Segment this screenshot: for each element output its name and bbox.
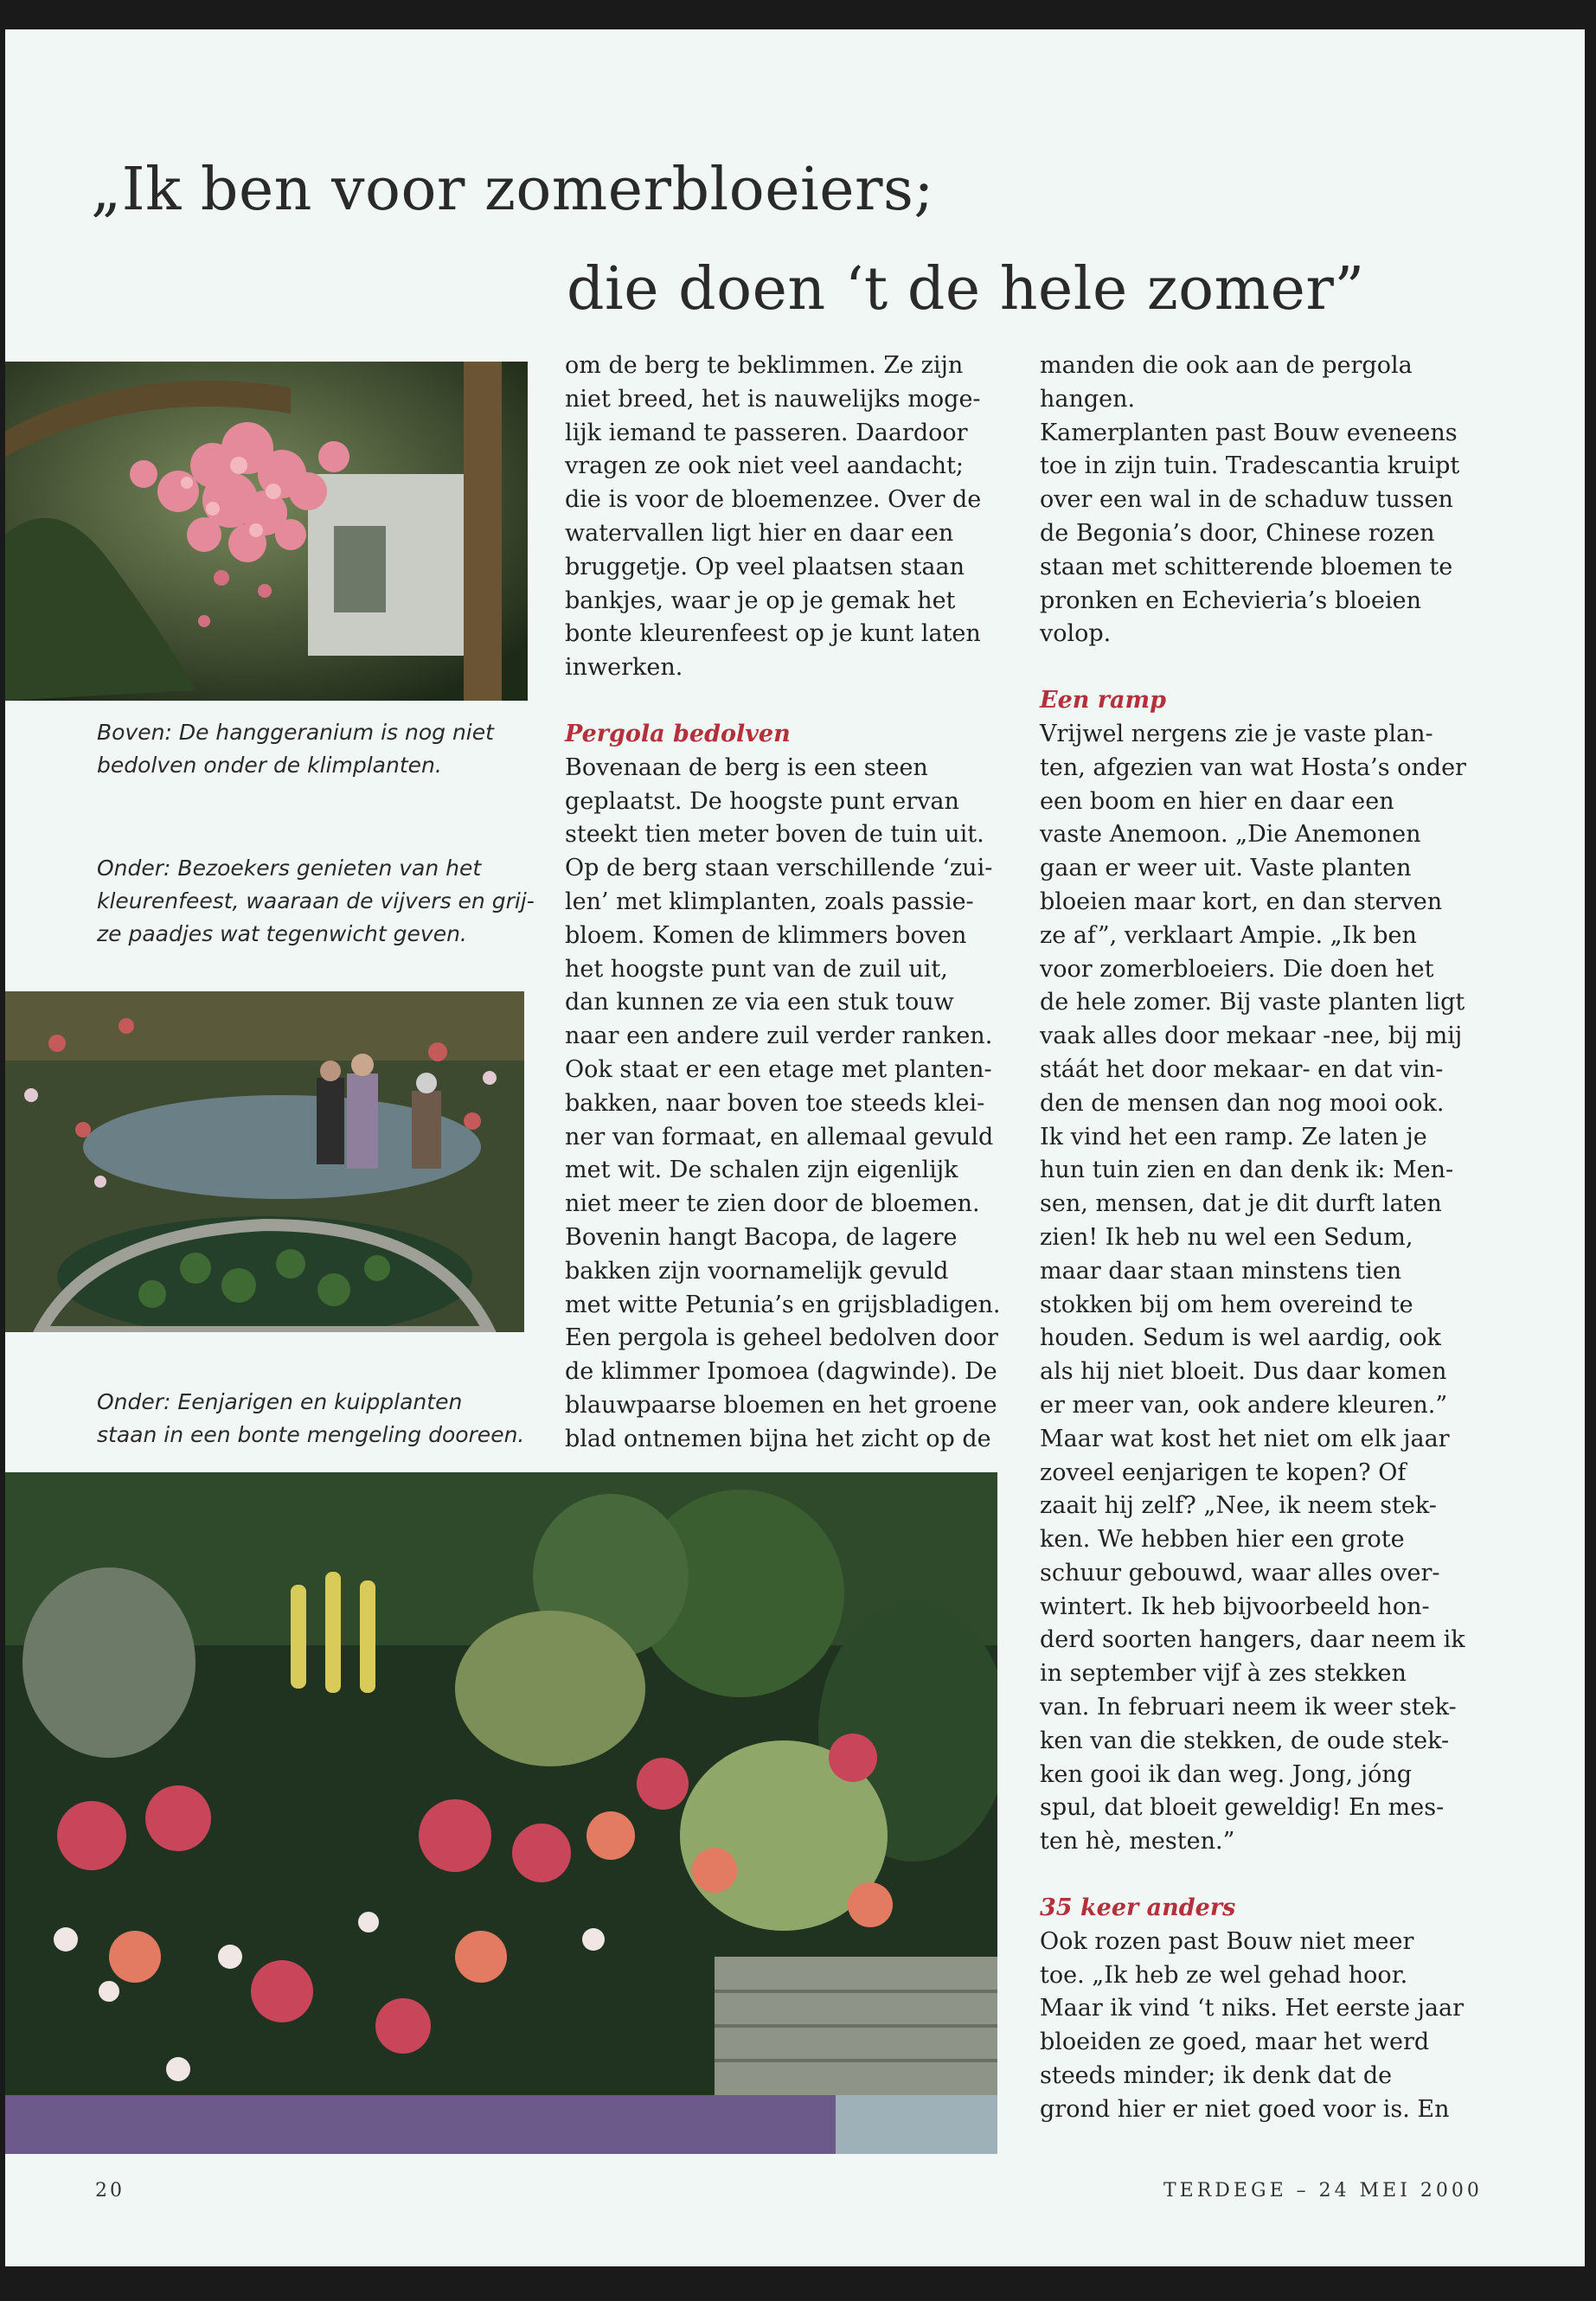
column-middle <box>565 349 1001 1457</box>
scan-border-bottom <box>0 2266 1596 2301</box>
text-line: Ook staat er een etage met planten- <box>565 1055 992 1083</box>
text-line: de hele zomer. Bij vaste planten ligt <box>1040 989 1465 1016</box>
text-line: ten, afgezien van wat Hosta’s onder <box>1040 753 1466 781</box>
text-line: maar daar staan minstens tien <box>1040 1257 1402 1285</box>
text-line: steekt tien meter boven de tuin uit. <box>565 821 984 849</box>
page-number: 20 <box>95 2180 125 2202</box>
text-line: staan met schitterende bloemen te <box>1040 553 1453 580</box>
text-line: bakken zijn voornamelijk gevuld <box>565 1257 949 1285</box>
text-line: wintert. Ik heb bijvoorbeeld hon- <box>1040 1593 1430 1620</box>
column-right <box>1040 349 1466 2127</box>
text-line: niet meer te zien door de bloemen. <box>565 1190 980 1218</box>
text-line: lijk iemand te passeren. Daardoor <box>565 419 968 446</box>
text-line: bonte kleurenfeest op je kunt laten <box>565 620 981 648</box>
text-line: met wit. De schalen zijn eigenlijk <box>565 1157 958 1184</box>
text-line: gaan er weer uit. Vaste planten <box>1040 855 1412 882</box>
photo-garden-border <box>5 1472 997 2154</box>
text-line: Bovenaan de berg is een steen <box>565 753 928 781</box>
text-line: ze af”, verklaart Ampie. „Ik ben <box>1040 921 1417 949</box>
text-line: Bovenin hangt Bacopa, de lagere <box>565 1223 958 1251</box>
text-line: een boom en hier en daar een <box>1040 787 1394 815</box>
text-line: om de berg te beklimmen. Ze zijn <box>565 352 964 379</box>
photo-garden-border-art <box>5 1472 997 2154</box>
section-heading-pergola: Pergola bedolven <box>565 720 791 747</box>
text-line: bruggetje. Op veel plaatsen staan <box>565 553 965 580</box>
caption-line: staan in een bonte mengeling dooreen. <box>97 1422 525 1447</box>
text-line: sen, mensen, dat je dit durft laten <box>1040 1190 1442 1218</box>
text-line: Vrijwel nergens zie je vaste plan- <box>1040 720 1433 747</box>
text-line: Op de berg staan verschillende ‘zui- <box>565 855 993 882</box>
text-line: die is voor de bloemenzee. Over de <box>565 486 982 514</box>
text-line: de Begonia’s door, Chinese rozen <box>1040 519 1435 547</box>
text-line: vragen ze ook niet veel aandacht; <box>565 452 965 480</box>
text-line: zoveel eenjarigen te kopen? Of <box>1040 1458 1407 1486</box>
caption-bottom <box>97 1386 524 1452</box>
photo-hanging-geranium-art <box>5 362 528 701</box>
text-line: naar een andere zuil verder ranken. <box>565 1022 993 1050</box>
text-line: schuur gebouwd, waar alles over- <box>1040 1559 1440 1586</box>
headline-line-2: die doen ‘t de hele zomer” <box>567 255 1365 324</box>
caption-line: bedolven onder de klimplanten. <box>97 753 442 778</box>
text-line: vaak alles door mekaar -nee, bij mij <box>1040 1022 1463 1050</box>
text-line: Een pergola is geheel bedolven door <box>565 1324 998 1352</box>
caption-line: Onder: Eenjarigen en kuipplanten <box>97 1389 463 1414</box>
text-line: zaait hij zelf? „Nee, ik neem stek- <box>1040 1492 1437 1520</box>
text-line: spul, dat bloeit geweldig! En mes- <box>1040 1794 1445 1822</box>
text-line: van. In februari neem ik weer stek- <box>1040 1694 1457 1721</box>
text-line: inwerken. <box>565 654 683 682</box>
text-line: stáát het door mekaar- en dat vin- <box>1040 1055 1444 1083</box>
text-line: pronken en Echevieria’s bloeien <box>1040 586 1421 614</box>
text-line: bankjes, waar je op je gemak het <box>565 586 956 614</box>
caption-line: Onder: Bezoekers genieten van het <box>97 856 482 881</box>
text-line: het hoogste punt van de zuil uit, <box>565 955 948 983</box>
caption-top <box>97 716 494 782</box>
text-line: den de mensen dan nog mooi ook. <box>1040 1089 1445 1117</box>
headline-line-1: „Ik ben voor zomerbloeiers; <box>91 156 934 224</box>
text-line: vaste Anemoon. „Die Anemonen <box>1040 821 1421 849</box>
text-line: blauwpaarse bloemen en het groene <box>565 1391 997 1419</box>
text-line: ken. We hebben hier een grote <box>1040 1526 1405 1554</box>
text-line: toe in zijn tuin. Tradescantia kruipt <box>1040 452 1460 480</box>
caption-middle <box>97 852 535 951</box>
text-line: de klimmer Ipomoea (dagwinde). De <box>565 1358 997 1386</box>
text-line: bloeiden ze goed, maar het werd <box>1040 2029 1430 2056</box>
text-line: dan kunnen ze via een stuk touw <box>565 989 954 1016</box>
text-line: watervallen ligt hier en daar een <box>565 519 954 547</box>
text-line: hun tuin zien en dan denk ik: Men- <box>1040 1157 1454 1184</box>
text-line: bakken, naar boven toe steeds klei- <box>565 1089 985 1117</box>
text-line: derd soorten hangers, daar neem ik <box>1040 1626 1465 1654</box>
text-line: voor zomerbloeiers. Die doen het <box>1040 955 1434 983</box>
text-line: Ik vind het een ramp. Ze laten je <box>1040 1123 1427 1150</box>
text-line: bloem. Komen de klimmers boven <box>565 921 967 949</box>
section-heading-35-keer: 35 keer anders <box>1040 1894 1236 1922</box>
text-line: ken van die stekken, de oude stek- <box>1040 1727 1450 1754</box>
text-line: er meer van, ook andere kleuren.” <box>1040 1391 1448 1419</box>
text-line: len’ met klimplanten, zoals passie- <box>565 888 974 915</box>
text-line: geplaatst. De hoogste punt ervan <box>565 787 959 815</box>
text-line: grond hier er niet goed voor is. En <box>1040 2095 1450 2123</box>
photo-hanging-geranium <box>5 362 528 701</box>
photo-visitors-pond-art <box>5 991 524 1332</box>
text-line: blad ontnemen bijna het zicht op de <box>565 1425 991 1452</box>
text-line: ner van formaat, en allemaal gevuld <box>565 1123 994 1150</box>
text-line: steeds minder; ik denk dat de <box>1040 2062 1393 2090</box>
text-line: Ook rozen past Bouw niet meer <box>1040 1927 1414 1955</box>
text-line: bloeien maar kort, en dan sterven <box>1040 888 1443 915</box>
text-line: ken gooi ik dan weg. Jong, jóng <box>1040 1760 1413 1788</box>
text-line: zien! Ik heb nu wel een Sedum, <box>1040 1223 1413 1251</box>
scan-border-top <box>0 0 1596 29</box>
text-line: over een wal in de schaduw tussen <box>1040 486 1453 514</box>
caption-line: kleurenfeest, waaraan de vijvers en grij- <box>97 888 535 913</box>
photo-visitors-pond <box>5 991 524 1332</box>
text-line: met witte Petunia’s en grijsbladigen. <box>565 1291 1001 1318</box>
caption-line: ze paadjes wat tegenwicht geven. <box>97 921 467 946</box>
text-line: volop. <box>1040 620 1112 648</box>
publication-footer: TERDEGE – 24 MEI 2000 <box>1163 2180 1483 2202</box>
text-line: ten hè, mesten.” <box>1040 1828 1235 1856</box>
caption-line: Boven: De hanggeranium is nog niet <box>97 720 494 745</box>
section-heading-ramp: Een ramp <box>1040 687 1166 715</box>
text-line: hangen. <box>1040 385 1136 413</box>
text-line: Maar ik vind ‘t niks. Het eerste jaar <box>1040 1995 1465 2022</box>
text-line: stokken bij om hem overeind te <box>1040 1291 1413 1318</box>
text-line: in september vijf à zes stekken <box>1040 1660 1407 1688</box>
text-line: niet breed, het is nauwelijks moge- <box>565 385 981 413</box>
text-line: manden die ook aan de pergola <box>1040 352 1413 379</box>
spacer <box>565 685 1001 718</box>
text-line: toe. „Ik heb ze wel gehad hoor. <box>1040 1961 1408 1989</box>
text-line: Maar wat kost het niet om elk jaar <box>1040 1425 1450 1452</box>
text-line: houden. Sedum is wel aardig, ook <box>1040 1324 1441 1352</box>
spacer <box>1040 651 1466 684</box>
text-line: Kamerplanten past Bouw eveneens <box>1040 419 1458 446</box>
scan-border-right <box>1585 0 1596 2301</box>
spacer <box>1040 1859 1466 1892</box>
text-line: als hij niet bloeit. Dus daar komen <box>1040 1358 1447 1386</box>
